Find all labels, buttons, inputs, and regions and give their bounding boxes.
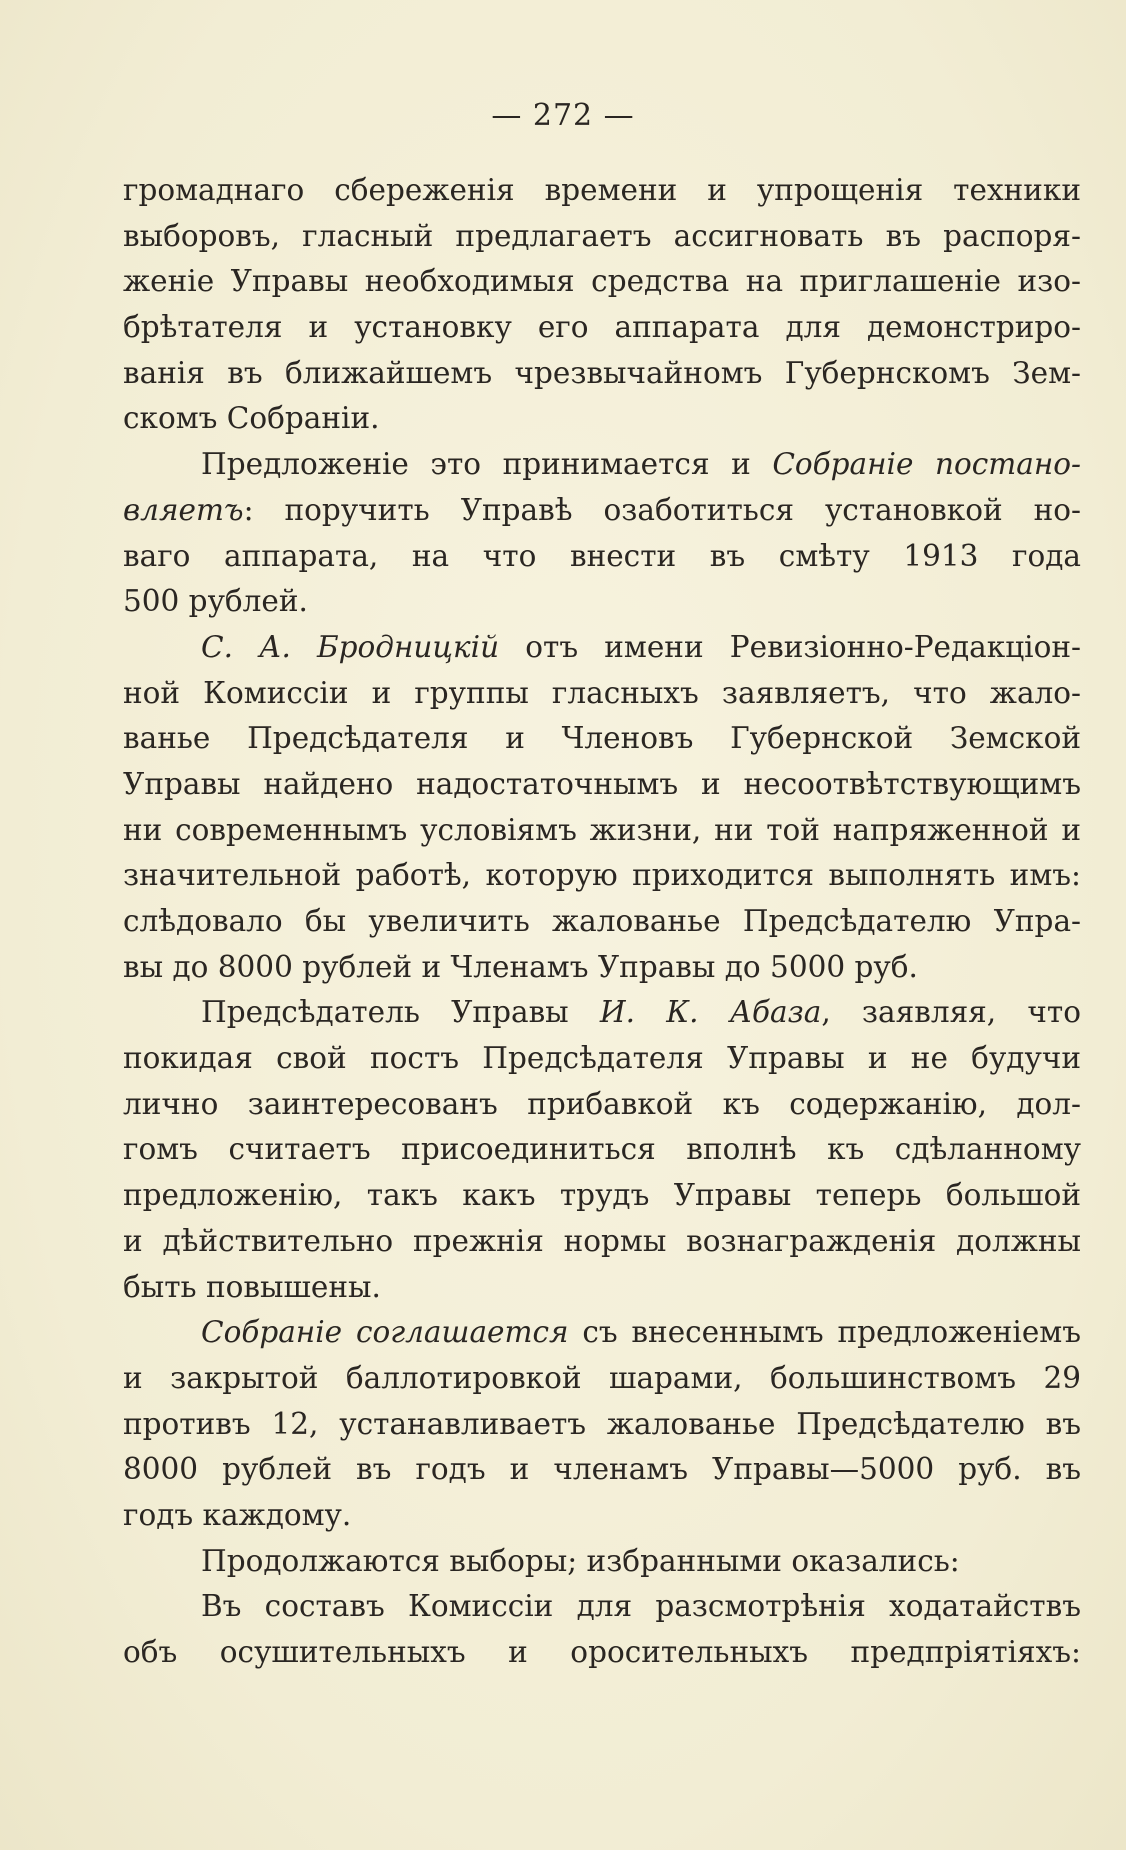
text-span: , заявляя, что bbox=[821, 995, 1081, 1030]
text-span: слѣдовало бы увеличить жалованье Предсѣдателю Упра- bbox=[123, 904, 1081, 938]
text-span: годъ каждому. bbox=[123, 1497, 352, 1532]
text-line bbox=[123, 305, 1081, 351]
text-span: брѣтателя и установку его аппарата для демонстриро- bbox=[123, 310, 1081, 345]
text-line bbox=[123, 1265, 1081, 1311]
text-line bbox=[123, 1402, 1081, 1448]
text-line bbox=[123, 716, 1081, 762]
text-span: объ осушительныхъ и оросительныхъ предпріятіяхъ: bbox=[123, 1635, 1081, 1669]
text-line bbox=[123, 1539, 1081, 1585]
text-span: 8000 рублей въ годъ и членамъ Управы—5000 руб. въ bbox=[123, 1452, 1081, 1487]
text-body bbox=[123, 168, 1081, 1676]
text-line bbox=[123, 214, 1081, 260]
text-line bbox=[123, 1310, 1081, 1356]
text-span: предложенію, такъ какъ трудъ Управы теперь большой bbox=[123, 1178, 1081, 1213]
italic-text: вляетъ bbox=[123, 492, 244, 527]
text-span: Управы найдено надостаточнымъ и несоотвѣтствующимъ bbox=[123, 766, 1081, 801]
text-line bbox=[123, 625, 1081, 671]
text-span: Продолжаются выборы; избранными оказались: bbox=[201, 1543, 960, 1578]
text-line bbox=[123, 534, 1081, 580]
text-line bbox=[123, 1173, 1081, 1219]
text-span: ной Комиссіи и группы гласныхъ заявляетъ, что жало- bbox=[123, 675, 1081, 710]
text-span: Въ составъ Комиссіи для разсмотрѣнія ходатайствъ bbox=[201, 1589, 1081, 1624]
text-span: быть повышены. bbox=[123, 1269, 381, 1304]
italic-text: С. А. Бродницкій bbox=[201, 629, 500, 664]
text-span: 500 рублей. bbox=[123, 584, 308, 619]
text-span: ванія въ ближайшемъ чрезвычайномъ Губернскомъ Зем- bbox=[123, 355, 1081, 390]
text-line bbox=[123, 762, 1081, 808]
text-span: ванье Предсѣдателя и Членовъ Губернской Земской bbox=[123, 721, 1081, 756]
text-line bbox=[123, 1584, 1081, 1630]
text-line bbox=[123, 579, 1081, 625]
text-line bbox=[123, 808, 1081, 854]
text-span: и закрытой баллотировкой шарами, большинствомъ 29 bbox=[123, 1360, 1081, 1395]
text-line bbox=[123, 168, 1081, 214]
text-line bbox=[123, 945, 1081, 991]
text-line bbox=[123, 990, 1081, 1036]
text-span: Предложеніе это принимается и bbox=[201, 447, 773, 482]
page-number: — 272 — bbox=[491, 98, 635, 133]
text-line bbox=[123, 1036, 1081, 1082]
text-line bbox=[123, 1219, 1081, 1265]
text-line bbox=[123, 488, 1081, 534]
text-line bbox=[123, 671, 1081, 717]
text-line bbox=[123, 259, 1081, 305]
text-span: значительной работѣ, которую приходится выполнять имъ: bbox=[123, 858, 1081, 893]
text-span: : поручить Управѣ озаботиться установкой но- bbox=[243, 492, 1081, 527]
text-span: скомъ Собраніи. bbox=[123, 401, 380, 436]
text-line bbox=[123, 1082, 1081, 1128]
text-line bbox=[123, 442, 1081, 488]
text-line bbox=[123, 1447, 1081, 1493]
text-span: противъ 12, устанавливаетъ жалованье Предсѣдателю въ bbox=[123, 1406, 1081, 1441]
italic-text: Собраніе постано- bbox=[772, 447, 1081, 482]
text-span: громаднаго сбереженія времени и упрощенія техники bbox=[123, 173, 1081, 207]
text-span: ваго аппарата, на что внести въ смѣту 1913 года bbox=[123, 538, 1081, 573]
text-line bbox=[123, 351, 1081, 397]
text-span: Предсѣдатель Управы bbox=[201, 995, 600, 1030]
text-span: выборовъ, гласный предлагаетъ ассигновать въ распоря- bbox=[123, 218, 1081, 253]
text-span: вы до 8000 рублей и Членамъ Управы до 5000 руб. bbox=[123, 949, 918, 984]
text-line bbox=[123, 1630, 1081, 1676]
text-line bbox=[123, 853, 1081, 899]
text-span: лично заинтересованъ прибавкой къ содержанію, дол- bbox=[123, 1086, 1081, 1121]
text-span: покидая свой постъ Предсѣдателя Управы и не будучи bbox=[123, 1041, 1081, 1076]
text-line bbox=[123, 899, 1081, 945]
text-span: ни современнымъ условіямъ жизни, ни той напряженной и bbox=[123, 812, 1081, 847]
text-span: женіе Управы необходимыя средства на приглашеніе изо- bbox=[123, 264, 1081, 299]
text-span: гомъ считаетъ присоединиться вполнѣ къ сдѣланному bbox=[123, 1132, 1081, 1167]
italic-text: И. К. Абаза bbox=[599, 995, 822, 1030]
text-line bbox=[123, 1127, 1081, 1173]
italic-text: Собраніе соглашается bbox=[201, 1315, 569, 1350]
text-line bbox=[123, 1356, 1081, 1402]
text-span: отъ имени Ревизіонно-Редакціон- bbox=[499, 629, 1081, 664]
text-span: и дѣйствительно прежнія нормы вознагражденія должны bbox=[123, 1223, 1081, 1258]
text-line bbox=[123, 396, 1081, 442]
text-line bbox=[123, 1493, 1081, 1539]
text-span: съ внесеннымъ предложеніемъ bbox=[568, 1315, 1082, 1350]
